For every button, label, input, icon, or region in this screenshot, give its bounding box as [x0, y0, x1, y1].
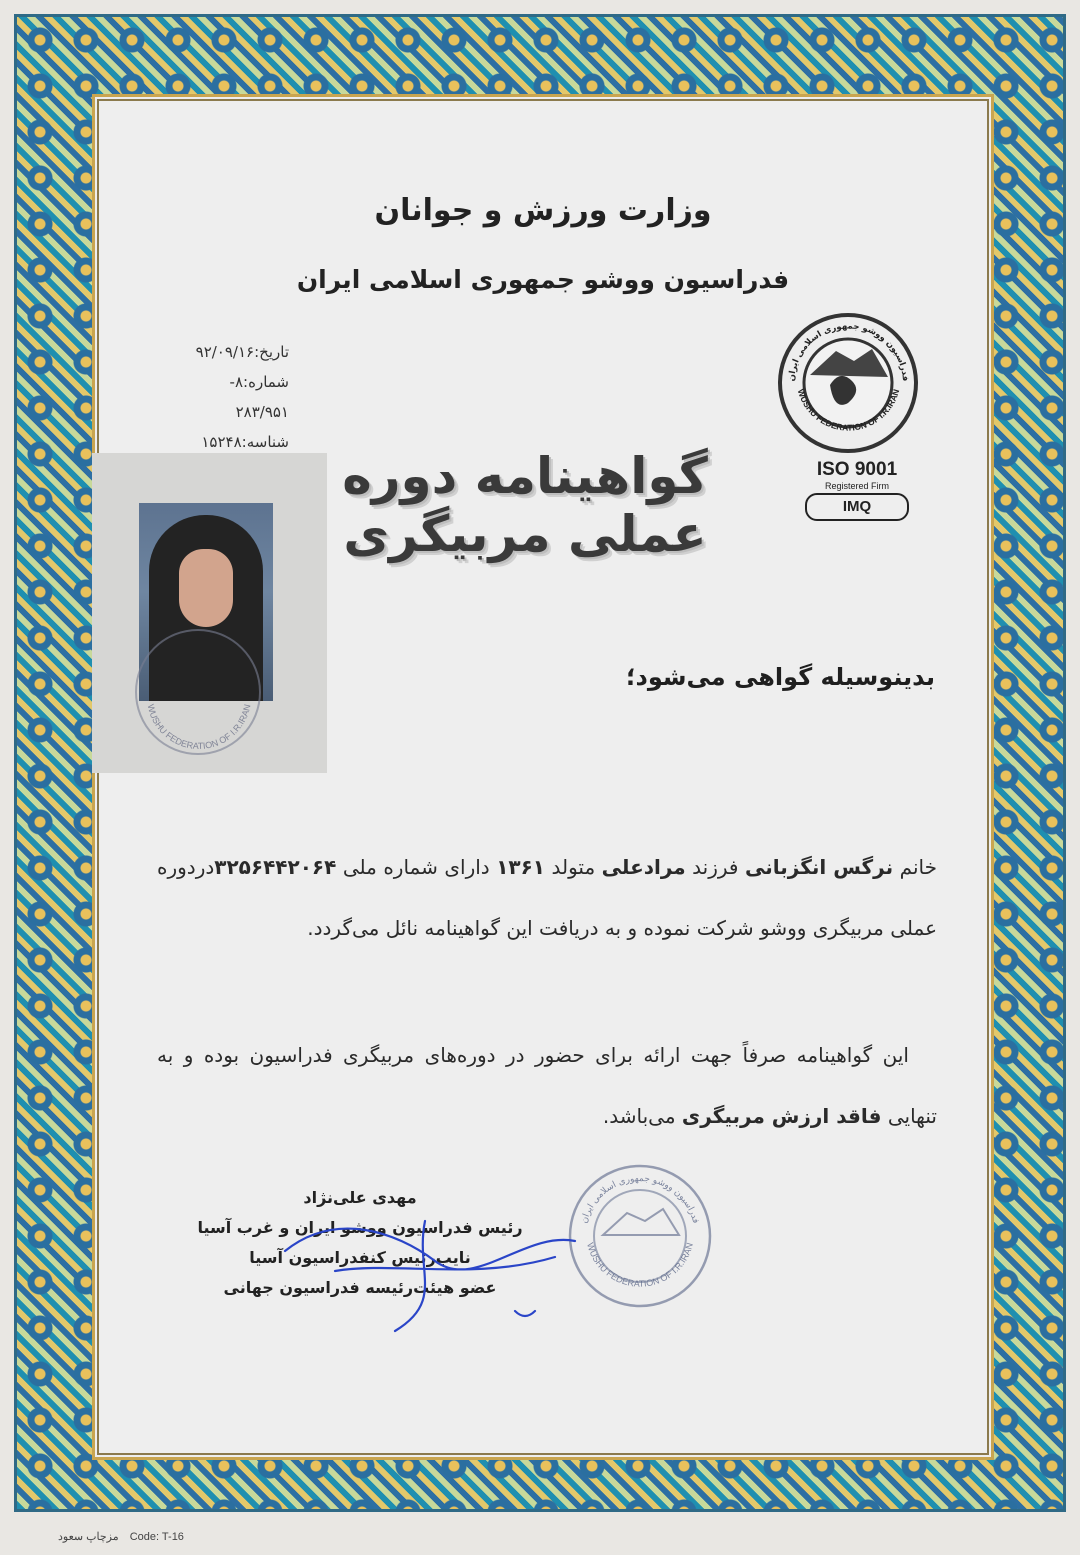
national-id: ۳۲۵۶۴۴۲۰۶۴ — [214, 855, 337, 879]
p1-text-2: فرزند — [685, 855, 745, 879]
meta-number: شماره:۸- ۲۸۳/۹۵۱ — [229, 373, 289, 421]
footer-note: مزچاپ سعود — [58, 1531, 119, 1543]
father-name: مرادعلی — [601, 855, 686, 879]
holder-name: نرگس انگزبانی — [744, 855, 894, 879]
svg-text:WUSHU FEDERATION OF I.R.IRAN — [145, 703, 252, 751]
footer-code — [58, 1530, 184, 1543]
federation-heading: فدراسیون ووشو جمهوری اسلامی ایران — [296, 265, 790, 294]
certificate-title: گواهینامه دوره عملی مربیگری — [342, 447, 708, 563]
meta-date: تاریخ:۹۲/۰۹/۱۶ — [195, 343, 289, 361]
certificate-body — [92, 94, 994, 1460]
imq-badge: IMQ — [805, 493, 909, 521]
certify-line: بدینوسیله گواهی می‌شود؛ — [625, 663, 935, 691]
stamp-ring-text-en: WUSHU FEDERATION OF I.R.IRAN — [585, 1241, 695, 1289]
p1-text-4: دارای شماره ملی — [336, 855, 497, 879]
p2-text-2: می‌باشد. — [602, 1104, 682, 1128]
svg-text:WUSHU FEDERATION OF I.R.IRAN — [585, 1242, 695, 1289]
stamp-ring-text: فدراسیون ووشو جمهوری اسلامی ایران — [579, 1173, 701, 1225]
photo-stamp-text: WUSHU FEDERATION OF I.R.IRAN — [145, 703, 253, 752]
iso-badge — [797, 459, 917, 521]
p2-bold: فاقد ارزش مربیگری — [681, 1104, 882, 1128]
paragraph-main — [157, 837, 937, 959]
p1-text-1: خانم — [893, 855, 937, 879]
federation-logo — [776, 311, 921, 456]
meta-id: شناسه:۱۵۲۴۸ — [201, 433, 289, 451]
signer-role-1: رئیس فدراسیون ووشو ایران و غرب آسیا — [197, 1218, 523, 1237]
document-meta — [173, 337, 289, 457]
photo-face — [179, 549, 233, 627]
paragraph-notice — [157, 1025, 937, 1147]
signer-role-2: نایب‌رئیس کنفدراسیون آسیا — [249, 1248, 471, 1267]
logo-ring-text-en: WUSHU FEDERATION OF I.R.IRAN — [795, 387, 902, 433]
logo-ring-text: فدراسیون ووشو جمهوری اسلامی ایران — [786, 321, 911, 382]
handwritten-signature — [275, 1191, 595, 1351]
photo-stamp — [133, 627, 263, 757]
signer-name: مهدی علی‌نژاد — [303, 1188, 417, 1207]
p1-text-5: دردوره عملی مربیگری ووشو شرکت نموده و به دریافت این گواهینامه نائل می‌گردد. — [157, 855, 937, 940]
birth-year: ۱۳۶۱ — [496, 855, 546, 879]
iso-sub: Registered Firm — [824, 481, 889, 491]
form-code: Code: T-16 — [129, 1531, 184, 1543]
ministry-heading: وزارت ورزش و جوانان — [374, 193, 712, 228]
p2-text-1: این گواهینامه صرفاً جهت ارائه برای حضور در دوره‌های مربیگری فدراسیون بوده و به تنهایی — [157, 1043, 937, 1128]
p1-text-3: متولد — [545, 855, 602, 879]
signer-role-3: عضو هیئت‌رئیسه فدراسیون جهانی — [223, 1278, 497, 1297]
iso-label: ISO 9001 — [816, 459, 898, 480]
